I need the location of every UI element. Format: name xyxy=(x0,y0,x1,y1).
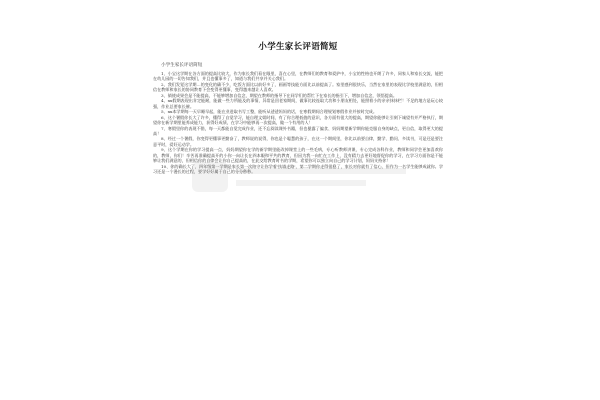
paragraph: 5、xx本学期每一天早睡早起，能在业进取书写工整，能听从爸爸妈妈的话，在寒假期间合理规划寒假作业并按时完成。 xyxy=(161,109,377,115)
paragraph: 6、这个暑假你长大了许多，懂得了自觉学习，能自理文娱时间，有了你合理低值的意识，各方面有很大的提高，期望你能够让引刻下诚望有并严格执行，期望你在新学期里能养成能力，获得好成绩，在学习中能够再一次提高，做一个有用的人！ xyxy=(153,114,443,126)
paragraph: 2、我们发觉这学期…的变化的确不少，吃饭方面比以前好多了，画画等技能方面比以前提高了。家里感到很快乐，当然在家里的表现比学校里满意的，但相信在教师和家长的协同教育下会变得更懂事，变得越来越让人喜欢。 xyxy=(153,81,443,93)
paragraph: 1、小宝这学期在各方面的提高比较大，作为家长我们看在眼里，喜在心里，在教师们的教育和爱护中，小宝的性格也开朗了许多，同家人和家长交流，能把在幼儿园的一切告知我们，并且也懂事多了，知道与我们共享并关心我们。 xyxy=(153,71,443,82)
paragraph: 10、你的确长大了，四年级第一学期是家长第一次陪守让你学着'扶墙走路'，第二学期你走得很稳了，家长对你就有了信心，但作为一名学生能够成就你。学习还是一个漫长的过程，要学好好属于自己的分分秒秒。 xyxy=(153,163,443,175)
paragraph: 7、寒假里你的表现不错，每一天都能自觉完成作业，还不忘阅读课外书籍，但也暴露了偏食、妈妈期望新学期你能克服自身的缺点，更自信，取得更大的提高！ xyxy=(153,125,443,136)
paragraph: 9、这个学期在你的学习提高一点，妈妈期望你在学的新学期里能改掉课堂上的一些毛病，专心听教师讲课，专心完成各科作业，教师和同学会更加喜欢你的，教师，你们！辛苦再准确提高开的小你一向让长在四本眼和平共的教育，但因为我一向忙在工作上，没有精力去更好地督促你的学习，在学习方面你是不能够让我们满意的，但相信你的自律会让你自己提高的，在此交给教育时书的学期，希望你可以独立向自己的学习计划，妈妈支持你！ xyxy=(153,147,443,164)
document-body xyxy=(153,40,443,396)
paragraph: 4、xx假期表现出肯定能耐，能做一些力所能及的事情，异常是回老家期间，做事比较连取大功和小朋友相处，能照着小的亲亲抹抹栏！不足的地方是玩心较强，作业总要家长催。 xyxy=(153,98,443,109)
document-subtitle: 小学生家长评语简短 xyxy=(161,63,203,68)
document-title: 小学生家长评语简短 xyxy=(258,42,338,52)
paragraph: 8、经过一个暑假，你变得更懂事更勤奋了，教师说的说得，你也是个聪慧的孩子，在这一个期间里，你比以前要自律，勤学、勤问、多读书，可是还是要注意平时，爱好运动学。 xyxy=(153,136,443,147)
paragraph: 3、倘使成果会是不能提高，不能够增加自信念，期望在教师的指导下在同学们的帮忙下在家长的指引下，增加自信念，领悟提高。 xyxy=(161,92,397,98)
